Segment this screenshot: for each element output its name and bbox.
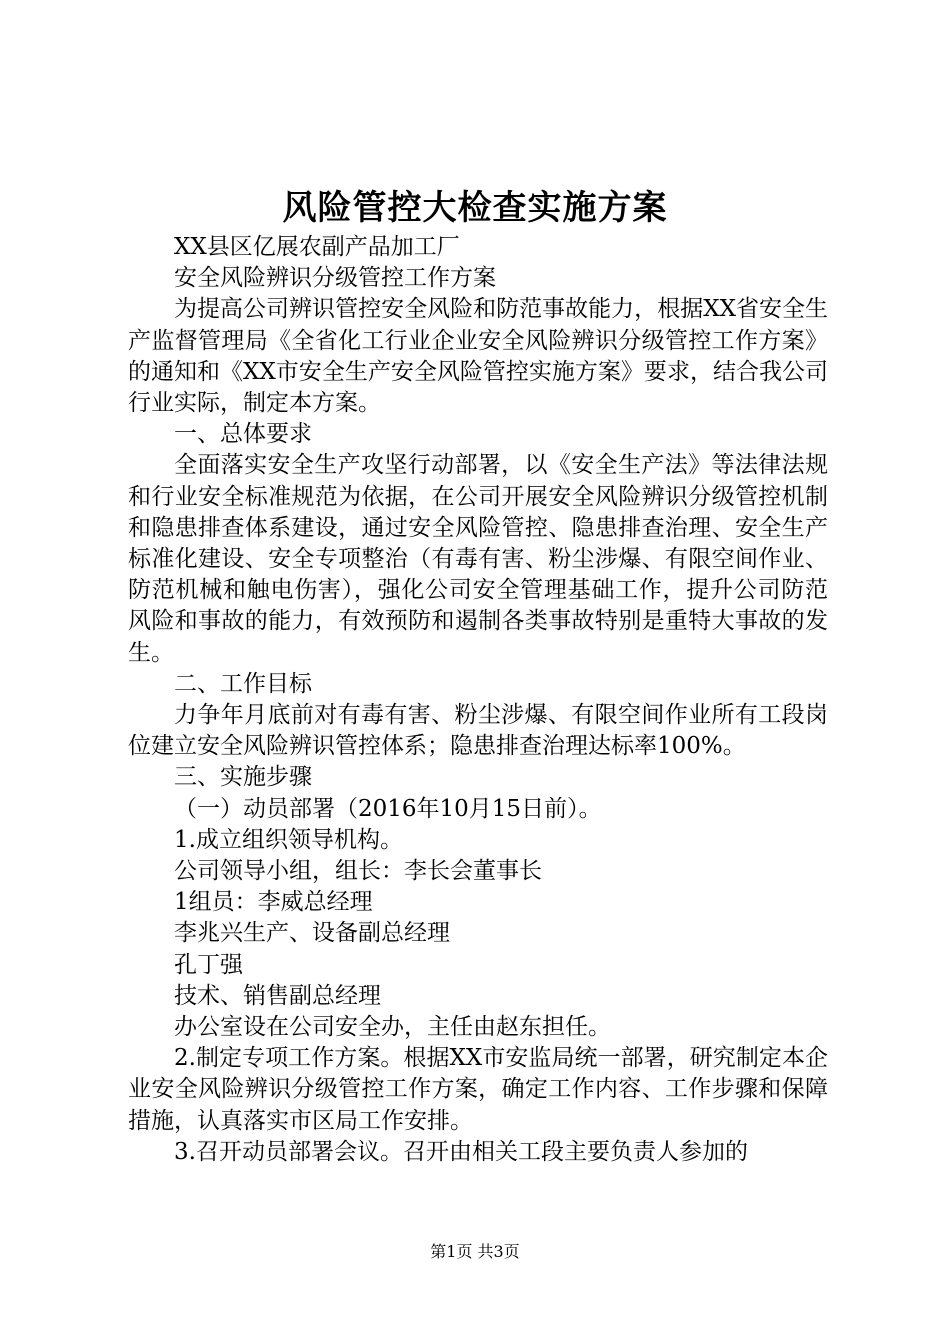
subsection-heading-mobilization: （一）动员部署（2016年10月15日前）。	[174, 795, 602, 822]
list-item-mobilization-meeting: 3.召开动员部署会议。召开由相关工段主要负责人参加的	[174, 1138, 748, 1165]
section-heading-general-requirements: 一、总体要求	[174, 421, 312, 448]
list-item-leadership-org: 1.成立组织领导机构。	[174, 826, 403, 853]
paragraph-company-name: XX县区亿展农副产品加工厂	[174, 234, 460, 260]
paragraph-member-3: 孔丁强	[174, 951, 243, 978]
paragraph-leader: 公司领导小组，组长：李长会董事长	[174, 858, 542, 885]
paragraph-intro: 为提高公司辨识管控安全风险和防范事故能力，根据XX省安全生产监督管理局《全省化工行业企业安全风险辨识分级管控工作方案》的通知和《XX市安全生产安全风险管控实施方案》要求，结合我公司行业实际，制定本方案。	[128, 296, 828, 417]
document-title: 风险管控大检查实施方案	[282, 188, 668, 228]
section-heading-implementation-steps: 三、实施步骤	[174, 764, 312, 791]
paragraph-member-1: 1组员：李威总经理	[174, 889, 373, 916]
paragraph-member-2: 李兆兴生产、设备副总经理	[174, 920, 450, 947]
list-item-work-plan: 2.制定专项工作方案。根据XX市安监局统一部署，研究制定本企业安全风险辨识分级管控工作方案，确定工作内容、工作步骤和保障措施，认真落实市区局工作安排。	[128, 1045, 828, 1134]
paragraph-plan-name: 安全风险辨识分级管控工作方案	[174, 265, 496, 292]
document-body	[128, 232, 828, 1168]
paragraph-general-requirements: 全面落实安全生产攻坚行动部署，以《安全生产法》等法律法规和行业安全标准规范为依据，在公司开展安全风险辨识分级管控机制和隐患排查体系建设，通过安全风险管控、隐患排查治理、安全生产标准化建设、安全专项整治（有毒有害、粉尘涉爆、有限空间作业、防范机械和触电伤害），强化公司安全管理基础工作，提升公司防范风险和事故的能力，有效预防和遏制各类事故特别是重特大事故的发生。	[128, 452, 828, 666]
section-heading-work-goals: 二、工作目标	[174, 670, 312, 697]
page-footer: 第1页 共3页	[430, 1242, 520, 1261]
paragraph-work-goals: 力争年月底前对有毒有害、粉尘涉爆、有限空间作业所有工段岗位建立安全风险辨识管控体系；隐患排查治理达标率100%。	[128, 702, 828, 760]
paragraph-office: 办公室设在公司安全办，主任由赵东担任。	[174, 1014, 611, 1041]
paragraph-member-3-role: 技术、销售副总经理	[174, 982, 381, 1009]
